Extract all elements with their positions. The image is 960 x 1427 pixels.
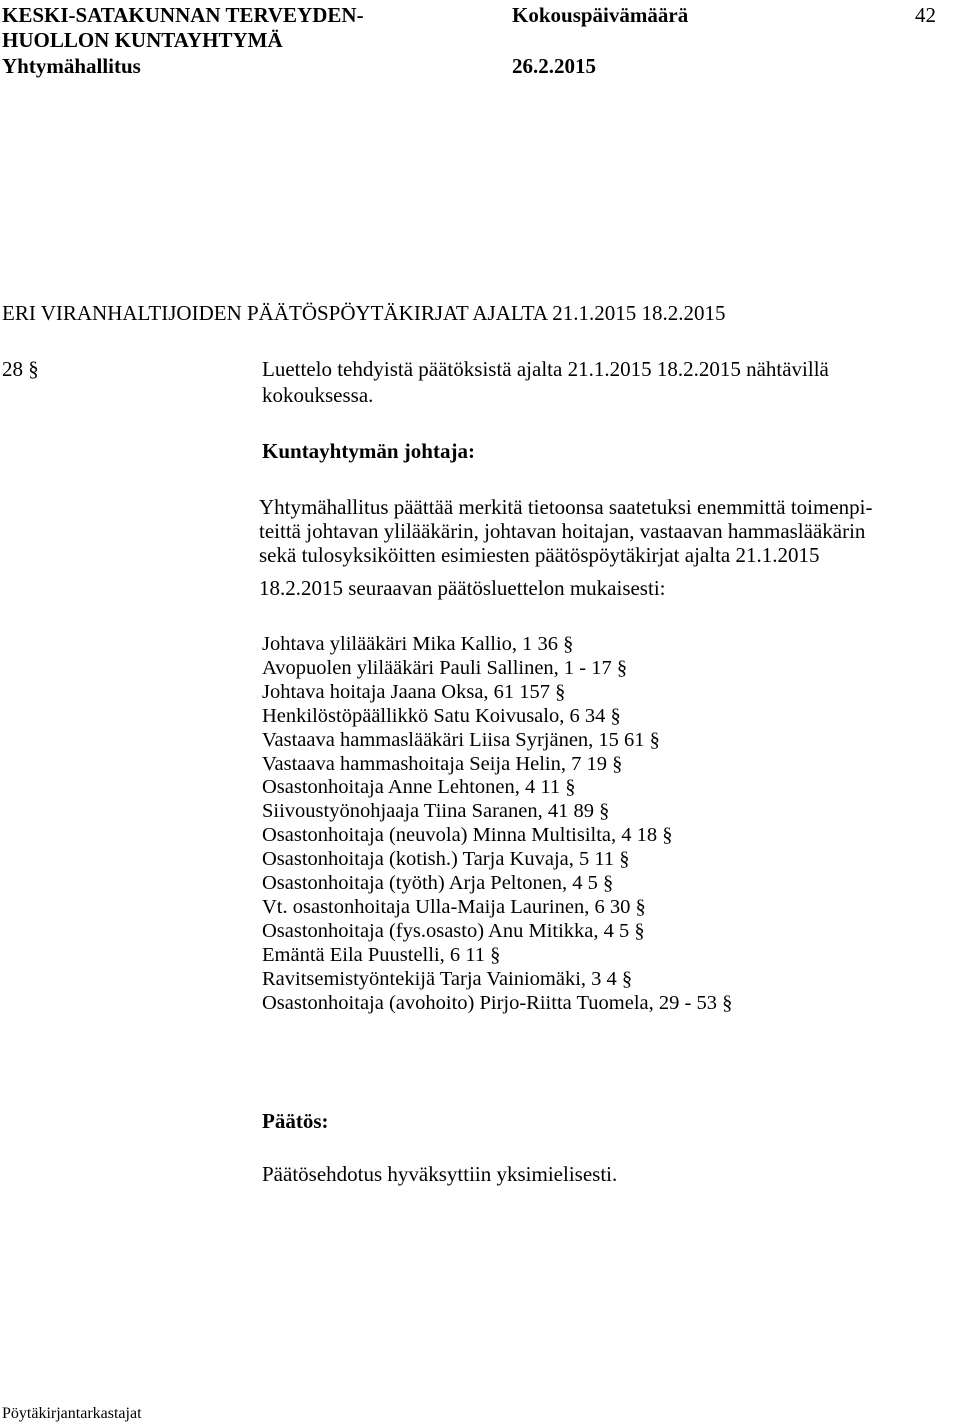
list-item: Osastonhoitaja Anne Lehtonen, 4 11 § (262, 776, 576, 799)
proposal-text-line1: Yhtymähallitus päättää merkitä tietoonsa saatetuksi enemmittä toimenpi- (259, 495, 873, 519)
meeting-date: 26.2.2015 (512, 54, 596, 78)
section-title: ERI VIRANHALTIJOIDEN PÄÄTÖSPÖYTÄKIRJAT AJALTA 21.1.2015 18.2.2015 (2, 301, 726, 325)
decision-text: Päätösehdotus hyväksyttiin yksimielisesti. (262, 1162, 618, 1186)
list-item: Johtava ylilääkäri Mika Kallio, 1 36 § (262, 633, 574, 655)
decision-heading: Päätös: (262, 1109, 329, 1133)
page-number: 42 (915, 3, 936, 27)
list-item: Osastonhoitaja (työth) Arja Peltonen, 4 5 § (262, 872, 614, 895)
list-item: Osastonhoitaja (avohoito) Pirjo-Riitta Tuomela, 29 - 53 § (262, 991, 733, 1014)
proposal-text-line3: sekä tulosyksiköitten esimiesten päätöspöytäkirjat ajalta 21.1.2015 (259, 543, 820, 567)
list-item: Osastonhoitaja (kotish.) Tarja Kuvaja, 5 11 § (262, 848, 630, 871)
proposal-text-line4: 18.2.2015 seuraavan päätösluettelon mukaisesti: (259, 576, 666, 600)
org-name-line1: KESKI-SATAKUNNAN TERVEYDEN- (2, 3, 364, 27)
list-item: Ravitsemistyöntekijä Tarja Vainiomäki, 3 4 § (262, 967, 633, 990)
list-item: Osastonhoitaja (neuvola) Minna Multisilta, 4 18 § (262, 824, 673, 847)
proposal-heading: Kuntayhtymän johtaja: (262, 439, 475, 463)
list-item: Avopuolen ylilääkäri Pauli Sallinen, 1 - 17 § (262, 656, 628, 679)
item-number: 28 § (2, 357, 39, 381)
list-item: Siivoustyönohjaaja Tiina Saranen, 41 89 § (262, 800, 610, 823)
doc-type-label: Kokouspäivämäärä (512, 3, 689, 27)
list-item: Emäntä Eila Puustelli, 6 11 § (262, 943, 501, 966)
list-item: Vastaava hammaslääkäri Liisa Syrjänen, 15 61 § (262, 728, 660, 751)
list-item: Johtava hoitaja Jaana Oksa, 61 157 § (262, 680, 566, 703)
item-title-line1: Luettelo tehdyistä päätöksistä ajalta 21.1.2015 18.2.2015 nähtävillä (262, 357, 829, 381)
org-name-line2: HUOLLON KUNTAYHTYMÄ (2, 28, 283, 52)
list-item: Vastaava hammashoitaja Seija Helin, 7 19 § (262, 752, 623, 775)
footer-label: Pöytäkirjantarkastajat (2, 1405, 142, 1422)
proposal-text-line2: teittä johtavan ylilääkärin, johtavan hoitajan, vastaavan hammaslääkärin (259, 519, 866, 543)
list-item: Osastonhoitaja (fys.osasto) Anu Mitikka, 4 5 § (262, 919, 645, 942)
decision-list (262, 633, 732, 1016)
list-item: Henkilöstöpäällikkö Satu Koivusalo, 6 34 § (262, 704, 621, 727)
item-title-line2: kokouksessa. (262, 383, 374, 407)
body-name: Yhtymähallitus (2, 54, 141, 78)
list-item: Vt. osastonhoitaja Ulla-Maija Laurinen, 6 30 § (262, 895, 646, 918)
